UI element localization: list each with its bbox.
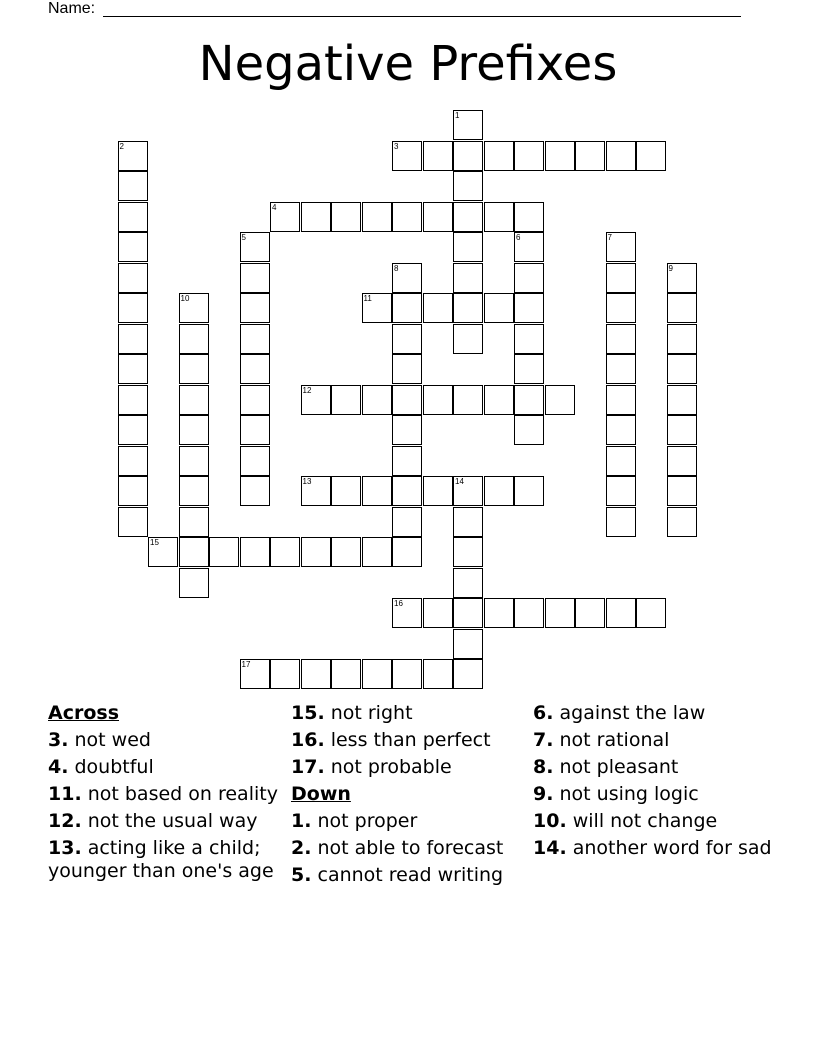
crossword-cell[interactable]	[118, 385, 148, 415]
crossword-cell[interactable]	[606, 324, 636, 354]
crossword-cell[interactable]	[392, 354, 422, 384]
crossword-cell[interactable]	[453, 324, 483, 354]
crossword-cell[interactable]	[392, 141, 422, 171]
crossword-cell[interactable]	[453, 598, 483, 628]
cell-number: 14	[455, 477, 464, 486]
crossword-cell[interactable]	[606, 354, 636, 384]
crossword-cell[interactable]	[392, 446, 422, 476]
crossword-cell[interactable]	[331, 202, 361, 232]
clue-down-10: 10. will not change	[533, 810, 718, 832]
crossword-cell[interactable]	[636, 141, 666, 171]
crossword-cell[interactable]	[118, 141, 148, 171]
crossword-cell[interactable]	[331, 659, 361, 689]
crossword-cell[interactable]	[453, 537, 483, 567]
crossword-cell[interactable]	[484, 202, 514, 232]
crossword-cell[interactable]	[606, 232, 636, 262]
crossword-cell[interactable]	[423, 659, 453, 689]
crossword-cell[interactable]	[453, 507, 483, 537]
cell-number: 17	[241, 660, 251, 669]
across-heading: Across	[48, 702, 120, 724]
crossword-cell[interactable]	[667, 324, 697, 354]
crossword-cell[interactable]	[423, 385, 453, 415]
crossword-cell[interactable]	[484, 293, 514, 323]
clue-across-17: 17. not probable	[291, 756, 452, 778]
clue-across-12: 12. not the usual way	[48, 810, 258, 832]
crossword-cell[interactable]	[179, 476, 209, 506]
crossword-cell[interactable]	[179, 537, 209, 567]
cell-number: 12	[302, 385, 312, 395]
crossword-cell[interactable]	[667, 354, 697, 384]
clue-down-9: 9. not using logic	[533, 783, 699, 805]
crossword-cell[interactable]	[179, 415, 209, 445]
crossword-cell[interactable]	[362, 293, 392, 323]
crossword-cell[interactable]	[606, 141, 636, 171]
crossword-cell[interactable]	[453, 629, 483, 659]
crossword-cell[interactable]	[362, 385, 392, 415]
clue-across-16: 16. less than perfect	[291, 729, 491, 751]
crossword-cell[interactable]	[514, 385, 544, 415]
crossword-cell[interactable]	[270, 537, 300, 567]
crossword-cell[interactable]	[453, 263, 483, 293]
crossword-cell[interactable]	[301, 659, 331, 689]
crossword-cell[interactable]	[118, 507, 148, 537]
crossword-cell[interactable]	[118, 324, 148, 354]
crossword-cell[interactable]	[118, 446, 148, 476]
crossword-cell[interactable]	[514, 293, 544, 323]
crossword-cell[interactable]	[606, 507, 636, 537]
crossword-cell[interactable]	[423, 293, 453, 323]
clue-down-5: 5. cannot read writing	[291, 864, 504, 886]
crossword-cell[interactable]	[606, 293, 636, 323]
crossword-cell[interactable]	[331, 385, 361, 415]
crossword-cell[interactable]	[606, 476, 636, 506]
crossword-cell[interactable]	[392, 202, 422, 232]
name-label: Name:	[48, 0, 96, 17]
crossword-cell[interactable]	[514, 415, 544, 445]
crossword-cell[interactable]	[270, 202, 300, 232]
crossword-cell[interactable]	[209, 537, 239, 567]
crossword-cell[interactable]	[423, 141, 453, 171]
crossword-cell[interactable]	[545, 141, 575, 171]
crossword-cell[interactable]	[667, 446, 697, 476]
crossword-cell[interactable]	[270, 659, 300, 689]
crossword-cell[interactable]	[667, 415, 697, 445]
crossword-cell[interactable]	[179, 507, 209, 537]
crossword-cell[interactable]	[118, 476, 148, 506]
clue-across-11: 11. not based on reality	[48, 783, 278, 805]
crossword-cell[interactable]	[392, 476, 422, 506]
crossword-cell[interactable]	[240, 446, 270, 476]
clue-down-6: 6. against the law	[533, 702, 706, 724]
crossword-cell[interactable]	[484, 598, 514, 628]
crossword-cell[interactable]	[423, 598, 453, 628]
crossword-cell[interactable]	[392, 293, 422, 323]
crossword-cell[interactable]	[331, 537, 361, 567]
crossword-cell[interactable]	[453, 293, 483, 323]
crossword-cell[interactable]	[240, 354, 270, 384]
crossword-cell[interactable]	[301, 385, 331, 415]
crossword-cell[interactable]	[240, 415, 270, 445]
crossword-cell[interactable]	[667, 385, 697, 415]
crossword-cell[interactable]	[606, 385, 636, 415]
crossword-cell[interactable]	[392, 507, 422, 537]
crossword-cell[interactable]	[545, 385, 575, 415]
crossword-cell[interactable]	[240, 659, 270, 689]
crossword-cell[interactable]	[453, 171, 483, 201]
crossword-cell[interactable]	[118, 293, 148, 323]
clues-column-1	[48, 702, 280, 887]
clue-across-4: 4. doubtful	[48, 756, 154, 778]
crossword-cell[interactable]	[179, 324, 209, 354]
crossword-cell[interactable]	[362, 659, 392, 689]
crossword-cell[interactable]	[240, 476, 270, 506]
crossword-cell[interactable]	[514, 202, 544, 232]
crossword-cell[interactable]	[240, 293, 270, 323]
crossword-cell[interactable]	[453, 202, 483, 232]
crossword-cell[interactable]	[240, 537, 270, 567]
crossword-cell[interactable]	[484, 476, 514, 506]
crossword-cell[interactable]	[118, 202, 148, 232]
crossword-cell[interactable]	[636, 598, 666, 628]
cell-number: 7	[607, 233, 612, 242]
clue-down-7: 7. not rational	[533, 729, 670, 751]
crossword-cell[interactable]	[667, 507, 697, 537]
crossword-cell[interactable]	[453, 141, 483, 171]
crossword-cell[interactable]	[423, 202, 453, 232]
crossword-cell[interactable]	[514, 354, 544, 384]
crossword-cell[interactable]	[667, 293, 697, 323]
crossword-cell[interactable]	[179, 293, 209, 323]
crossword-cell[interactable]	[606, 598, 636, 628]
crossword-cell[interactable]	[392, 263, 422, 293]
crossword-cell[interactable]	[118, 415, 148, 445]
clues-column-3	[533, 702, 773, 864]
cell-number: 11	[363, 294, 372, 303]
cell-number: 2	[119, 141, 124, 151]
crossword-cell[interactable]	[453, 476, 483, 506]
crossword-cell[interactable]	[240, 324, 270, 354]
clue-across-15: 15. not right	[291, 702, 413, 724]
crossword-cell[interactable]	[118, 354, 148, 384]
cell-number: 16	[394, 599, 403, 608]
crossword-cell[interactable]	[179, 385, 209, 415]
cell-number: 4	[272, 202, 277, 212]
clue-down-8: 8. not pleasant	[533, 756, 679, 778]
cell-number: 10	[180, 294, 190, 303]
crossword-cell[interactable]	[301, 476, 331, 506]
cell-number: 1	[455, 111, 460, 120]
cell-number: 3	[394, 141, 399, 151]
clue-down-1: 1. not proper	[291, 810, 418, 832]
crossword-cell[interactable]	[179, 446, 209, 476]
crossword-cell[interactable]	[240, 385, 270, 415]
crossword-cell[interactable]	[179, 568, 209, 598]
cell-number: 15	[150, 538, 159, 547]
crossword-cell[interactable]	[240, 263, 270, 293]
crossword-cell[interactable]	[667, 476, 697, 506]
crossword-cell[interactable]	[514, 263, 544, 293]
crossword-cell[interactable]	[575, 598, 605, 628]
crossword-cell[interactable]	[392, 598, 422, 628]
clue-across-3: 3. not wed	[48, 729, 151, 751]
clue-down-2: 2. not able to forecast	[291, 837, 504, 859]
clue-across-13: 13. acting like a child; younger than one's age	[48, 837, 274, 882]
crossword-cell[interactable]	[514, 324, 544, 354]
crossword-cell[interactable]	[514, 476, 544, 506]
crossword-cell[interactable]	[514, 598, 544, 628]
crossword-cell[interactable]	[392, 385, 422, 415]
crossword-cell[interactable]	[362, 537, 392, 567]
crossword-cell[interactable]	[514, 141, 544, 171]
crossword-cell[interactable]	[453, 385, 483, 415]
crossword-cell[interactable]	[606, 415, 636, 445]
crossword-cell[interactable]	[453, 232, 483, 262]
crossword-cell[interactable]	[362, 202, 392, 232]
crossword-cell[interactable]	[118, 232, 148, 262]
crossword-cell[interactable]	[392, 324, 422, 354]
crossword-cell[interactable]	[453, 659, 483, 689]
crossword-cell[interactable]	[392, 537, 422, 567]
crossword-cell[interactable]	[484, 385, 514, 415]
clue-down-14: 14. another word for sad	[533, 837, 772, 859]
crossword-cell[interactable]	[423, 476, 453, 506]
crossword-cell[interactable]	[392, 659, 422, 689]
crossword-cell[interactable]	[484, 141, 514, 171]
page-title: Negative Prefixes	[198, 36, 618, 92]
crossword-cell[interactable]	[606, 446, 636, 476]
cell-number: 5	[241, 233, 246, 242]
crossword-cell[interactable]	[301, 537, 331, 567]
crossword-cell[interactable]	[667, 263, 697, 293]
crossword-cell[interactable]	[545, 598, 575, 628]
crossword-cell[interactable]	[606, 263, 636, 293]
crossword-cell[interactable]	[453, 568, 483, 598]
crossword-cell[interactable]	[362, 476, 392, 506]
cell-number: 8	[394, 263, 399, 273]
cell-number: 6	[516, 233, 521, 242]
crossword-cell[interactable]	[453, 110, 483, 140]
clues-column-2	[291, 702, 527, 891]
crossword-cell[interactable]	[179, 354, 209, 384]
crossword-cell[interactable]	[118, 263, 148, 293]
crossword-cell[interactable]	[118, 171, 148, 201]
cell-number: 13	[302, 477, 312, 486]
crossword-cell[interactable]	[331, 476, 361, 506]
crossword-cell[interactable]	[514, 232, 544, 262]
crossword-cell[interactable]	[392, 415, 422, 445]
crossword-cell[interactable]	[301, 202, 331, 232]
crossword-cell[interactable]	[575, 141, 605, 171]
crossword-cell[interactable]	[240, 232, 270, 262]
cell-number: 9	[668, 263, 673, 273]
down-heading: Down	[291, 783, 351, 805]
crossword-cell[interactable]	[148, 537, 178, 567]
